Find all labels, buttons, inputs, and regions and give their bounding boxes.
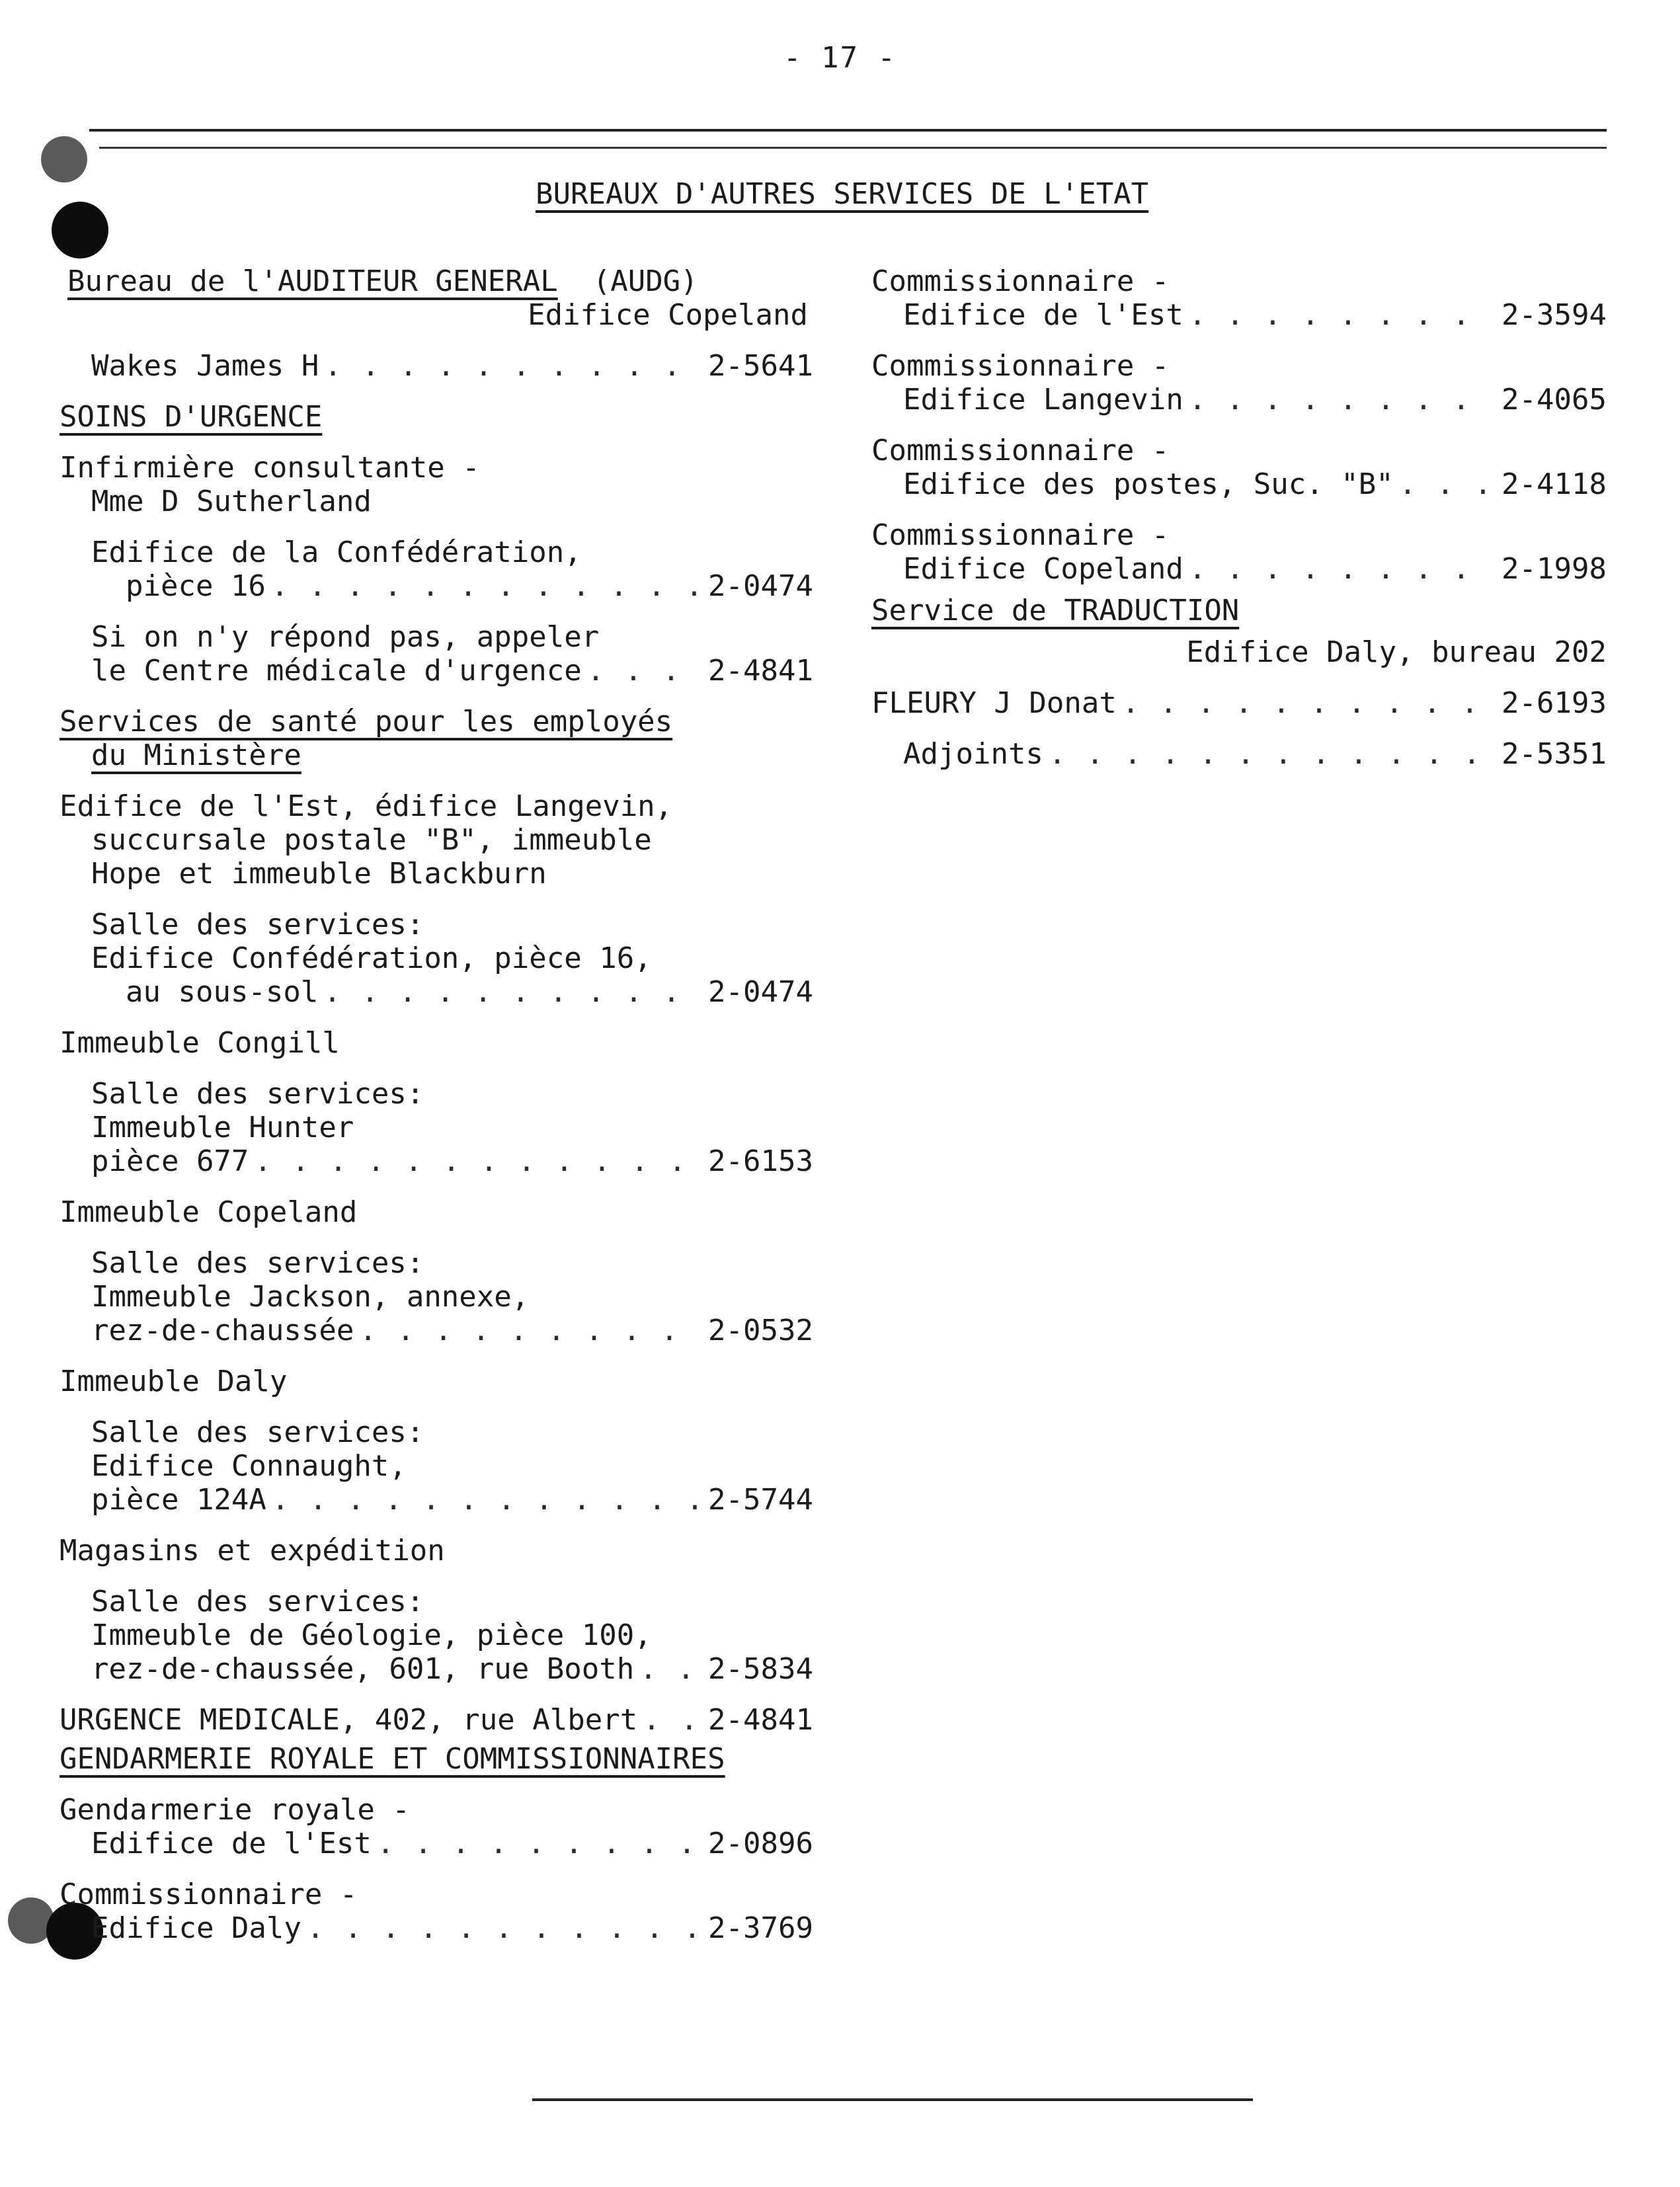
daly-label: Immeuble Daly <box>60 1365 288 1398</box>
auditeur-location: Edifice Copeland <box>528 298 808 332</box>
directory-entry <box>60 1911 813 1945</box>
entry-name: pièce 124A <box>91 1483 266 1517</box>
dot-leader <box>307 1911 703 1945</box>
copeland-room-line1: Immeuble Jackson, annexe, <box>91 1280 530 1314</box>
sante-group1-line2: succursale postale "B", immeuble <box>91 823 652 857</box>
entry-phone: 2-4118 <box>1501 467 1607 501</box>
section-auditeur-header <box>60 264 813 298</box>
congill-label: Immeuble Congill <box>60 1026 340 1060</box>
punch-hole-mark <box>52 202 108 258</box>
entry-phone: 2-5834 <box>708 1652 813 1686</box>
salle-label: Salle des services: <box>91 1077 424 1111</box>
dot-leader <box>254 1144 703 1178</box>
dot-leader <box>1189 552 1496 586</box>
commissionnaire-block <box>871 349 1607 417</box>
header-rule-secondary <box>99 147 1607 149</box>
directory-entry <box>60 1144 813 1178</box>
commissionnaire-block <box>871 434 1607 501</box>
entry-name: Edifice Langevin <box>903 383 1183 417</box>
grc-heading: GENDARMERIE ROYALE ET COMMISSIONNAIRES <box>60 1742 725 1776</box>
directory-entry <box>60 569 813 603</box>
auditeur-heading: Bureau de l'AUDITEUR GENERAL <box>67 264 558 298</box>
commissionnaire-block <box>871 518 1607 586</box>
entry-phone: 2-3769 <box>708 1911 813 1945</box>
entry-name: rez-de-chaussée, 601, rue Booth <box>91 1652 635 1686</box>
traduction-heading: Service de TRADUCTION <box>871 594 1240 627</box>
comm-label: Commissionnaire - <box>871 518 1170 552</box>
dot-leader <box>1189 383 1496 417</box>
entry-name: Adjoints <box>903 737 1043 771</box>
sante-heading-line1: Services de santé pour les employés <box>60 705 673 738</box>
commissionnaire-block <box>871 264 1607 332</box>
soins-conf-line1: Edifice de la Confédération, <box>91 536 582 569</box>
entry-name: Edifice Copeland <box>903 552 1183 586</box>
sante-group1-line1: Edifice de l'Est, édifice Langevin, <box>60 789 673 823</box>
dot-leader <box>1399 467 1496 501</box>
auditeur-abbr: (AUDG) <box>592 264 698 298</box>
footer-rule <box>532 2098 1253 2101</box>
dot-leader <box>271 569 703 603</box>
entry-name: Edifice Daly <box>91 1911 301 1945</box>
soins-consult-line1: Infirmière consultante - <box>60 451 480 485</box>
directory-entry <box>60 1314 813 1347</box>
sante-heading-line2: du Ministère <box>91 738 301 772</box>
comm-line1: Commissionnaire - <box>60 1878 358 1911</box>
comm-label: Commissionnaire - <box>871 264 1170 298</box>
dot-leader <box>377 1827 703 1860</box>
soins-consult-line2: Mme D Sutherland <box>91 485 372 518</box>
copeland-label: Immeuble Copeland <box>60 1195 358 1229</box>
right-column <box>871 264 1607 771</box>
entry-name: le Centre médicale d'urgence <box>91 654 582 688</box>
comm-label: Commissionnaire - <box>871 349 1170 383</box>
entry-name: Edifice de l'Est <box>903 298 1183 332</box>
directory-entry <box>60 1827 813 1860</box>
dot-leader <box>324 349 703 383</box>
daly-room-line1: Edifice Connaught, <box>91 1449 407 1483</box>
entry-name: FLEURY J Donat <box>871 686 1117 720</box>
dot-leader <box>272 1483 703 1517</box>
entry-phone: 2-1998 <box>1501 552 1607 586</box>
salle-label: Salle des services: <box>91 1585 424 1618</box>
dot-leader <box>1122 686 1496 720</box>
mag-room-line1: Immeuble de Géologie, pièce 100, <box>91 1618 652 1652</box>
left-column <box>60 264 813 1945</box>
directory-entry <box>871 467 1607 501</box>
traduction-location: Edifice Daly, bureau 202 <box>1186 635 1607 669</box>
entry-phone: 2-4065 <box>1501 383 1607 417</box>
entry-phone: 2-4841 <box>708 1703 813 1737</box>
dot-leader <box>1049 737 1496 771</box>
entry-phone: 2-6153 <box>708 1144 813 1178</box>
directory-entry <box>60 654 813 688</box>
directory-entry <box>60 349 813 383</box>
salle-label: Salle des services: <box>91 1415 424 1449</box>
sante-group1-line3: Hope et immeuble Blackburn <box>91 857 547 891</box>
entry-name: Edifice de l'Est <box>91 1827 372 1860</box>
entry-phone: 2-3594 <box>1501 298 1607 332</box>
entry-name: pièce 677 <box>91 1144 249 1178</box>
entry-phone: 2-0474 <box>708 569 813 603</box>
page-number: - 17 - <box>783 41 897 75</box>
entry-phone: 2-0474 <box>708 975 813 1009</box>
directory-entry <box>871 686 1607 720</box>
entry-phone: 2-6193 <box>1501 686 1607 720</box>
congill-room-line1: Immeuble Hunter <box>91 1111 354 1144</box>
directory-entry <box>871 552 1607 586</box>
directory-entry <box>60 1483 813 1517</box>
dot-leader <box>587 654 703 688</box>
salle-label: Salle des services: <box>91 1246 424 1280</box>
salle-label: Salle des services: <box>91 908 424 941</box>
punch-hole-mark <box>41 136 87 182</box>
entry-phone: 2-4841 <box>708 654 813 688</box>
entry-phone: 2-0896 <box>708 1827 813 1860</box>
dot-leader <box>639 1652 703 1686</box>
entry-name: Edifice des postes, Suc. "B" <box>903 467 1394 501</box>
dot-leader <box>1189 298 1496 332</box>
dot-leader <box>643 1703 703 1737</box>
entry-name: Wakes James H <box>91 349 319 383</box>
soins-heading: SOINS D'URGENCE <box>60 400 323 434</box>
entry-name: URGENCE MEDICALE, 402, rue Albert <box>60 1703 638 1737</box>
directory-entry <box>60 1703 813 1737</box>
entry-phone: 2-0532 <box>708 1314 813 1347</box>
dot-leader <box>359 1314 703 1347</box>
directory-entry <box>60 1652 813 1686</box>
directory-entry <box>871 383 1607 417</box>
entry-name: rez-de-chaussée <box>91 1314 354 1347</box>
entry-name: pièce 16 <box>126 569 266 603</box>
g1-room-line1: Edifice Confédération, pièce 16, <box>91 941 652 975</box>
soins-sinon-line1: Si on n'y répond pas, appeler <box>91 620 600 654</box>
magasins-label: Magasins et expédition <box>60 1534 445 1568</box>
entry-phone: 2-5744 <box>708 1483 813 1517</box>
page-title: BUREAUX D'AUTRES SERVICES DE L'ETAT <box>536 177 1149 211</box>
comm-label: Commissionnaire - <box>871 434 1170 467</box>
gend-line1: Gendarmerie royale - <box>60 1793 410 1827</box>
header-rule <box>89 129 1607 132</box>
entry-name: au sous-sol <box>126 975 319 1009</box>
dot-leader <box>323 975 703 1009</box>
entry-phone: 2-5641 <box>708 349 813 383</box>
directory-entry <box>871 298 1607 332</box>
entry-phone: 2-5351 <box>1501 737 1607 771</box>
directory-entry <box>60 975 813 1009</box>
directory-entry <box>871 737 1607 771</box>
